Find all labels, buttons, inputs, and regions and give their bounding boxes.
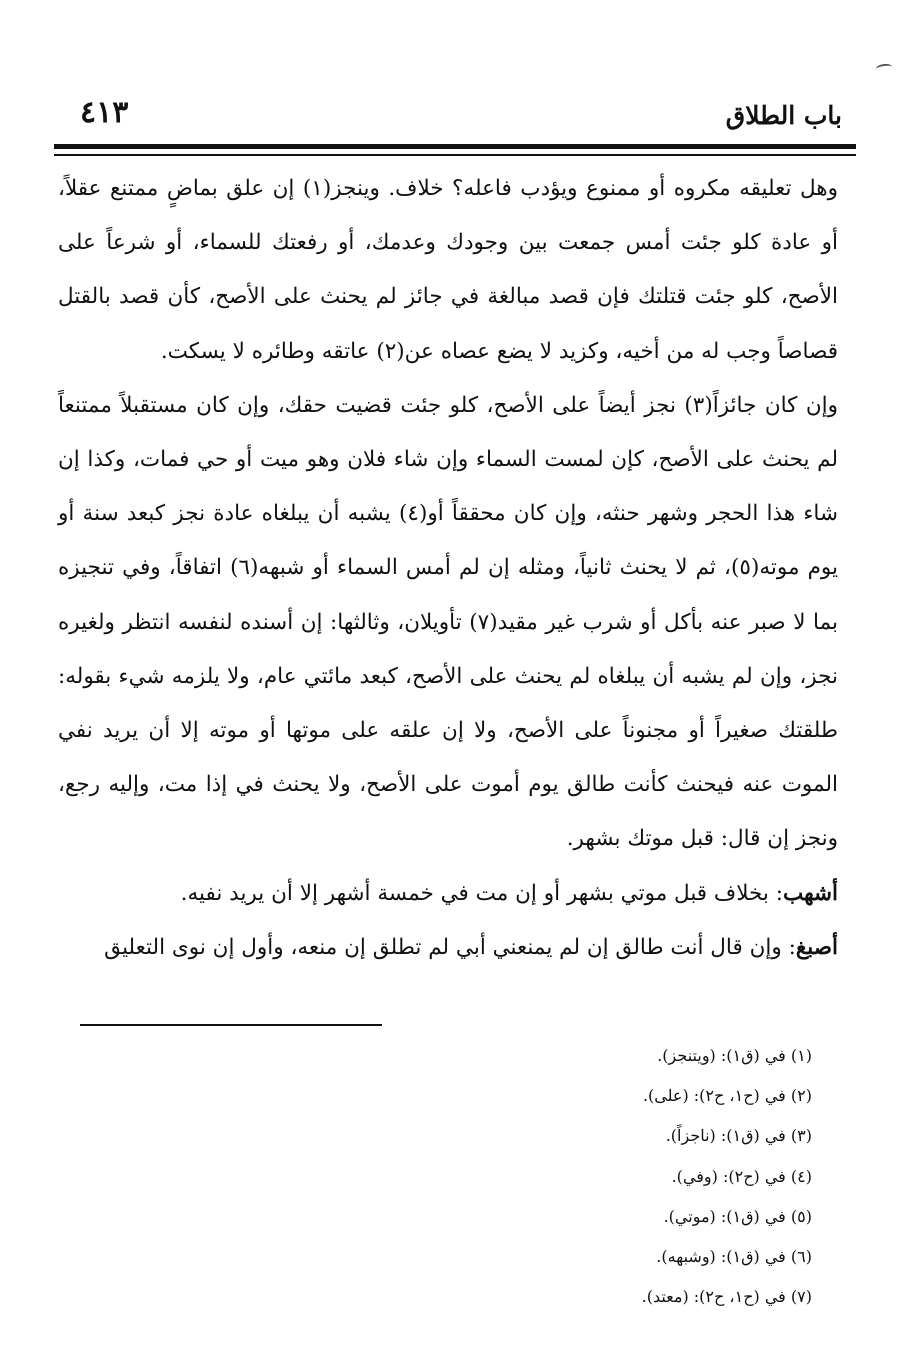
footnote-5: (٥) في (ق١): (موتي). [663,1206,812,1226]
paragraph-label: أصبغ [795,934,838,960]
footnote-7: (٧) في (ح١، ح٢): (معتد). [641,1287,812,1307]
page-number: ٤١٣ [80,95,129,130]
paragraph-ashhab [58,867,838,921]
header-rule-thin [54,154,856,156]
footnote-separator [80,1024,382,1026]
paragraph-1 [58,162,838,379]
scan-mark [876,63,893,73]
running-head: باب الطلاق [725,101,842,130]
paragraph-text: وإن كان جائزاً(٣) نجز أيضاً على الأصح، كلو جئت قضيت حقك، وإن كان مستقبلاً ممتنعاً لم يحنث على الأصح، كإن لمست السماء وإن شاء فلان وهو ميت أو حي فمات، وكذا إن شاء هذا الحجر وشهر حنثه، وإن كان محققاً أو(٤) يشبه أن يبلغاه عادة نجز كبعد سنة أو يوم موته(٥)، ثم لا يحنث ثانياً، ومثله إن لم أمس السماء أو شبهه(٦) اتفاقاً، وفي تنجيزه بما لا صبر عنه بأكل أو شرب غير مقيد(٧) تأويلان، وثالثها: إن أسنده لنفسه انتظر ولغيره نجز، وإن لم يشبه أن يبلغاه لم يحنث على الأصح، كبعد مائتي عام، ولا يلزمه شيء بقوله: طلقتك صغيراً أو مجنوناً على الأصح، ولا إن علقه على موتها أو موته إلا أن يريد نفي الموت عنه فيحنث كأنت طالق يوم أموت على الأصح، ولا يحنث في إذا مت، وإليه رجع، ونجز إن قال: قبل موتك بشهر. [58,392,838,852]
footnote-1: (١) في (ق١): (ويتنجز). [657,1046,812,1065]
footnote-6: (٦) في (ق١): (وشبهه). [656,1247,812,1267]
footnote-2: (٢) في (ح١، ح٢): (على). [642,1086,812,1106]
paragraph-asbagh [58,921,838,975]
paragraph-text: وهل تعليقه مكروه أو ممنوع ويؤدب فاعله؟ خلاف. وينجز(١) إن علق بماضٍ ممتنع عقلاً، أو عادة كلو جئت أمس جمعت بين وجودك وعدمك، أو رفعتك للسماء، أو شرعاً على الأصح، كلو جئت قتلتك فإن قصد مبالغة في جائز لم يحنث على الأصح، كأن قصد بالقتل قصاصاً وجب له من أخيه، وكزيد لا يضع عصاه عن(٢) عاتقه وطائره لا يسكت. [58,176,838,364]
header-rule-thick [54,144,856,149]
footnote-4: (٤) في (ح٢): (وفي). [671,1166,812,1186]
paragraph-text: : بخلاف قبل موتي بشهر أو إن مت في خمسة أشهر إلا أن يريد نفيه. [180,880,783,906]
page-header [80,84,842,128]
footnotes [300,1036,812,1317]
footnote-3: (٣) في (ق١): (ناجزاً). [665,1126,812,1146]
paragraph-2 [58,379,838,867]
paragraph-label: أشهب [782,880,838,906]
main-text [58,162,838,975]
paragraph-text: : وإن قال أنت طالق إن لم يمنعني أبي لم تطلق إن منعه، وأول إن نوى التعليق [104,934,796,960]
